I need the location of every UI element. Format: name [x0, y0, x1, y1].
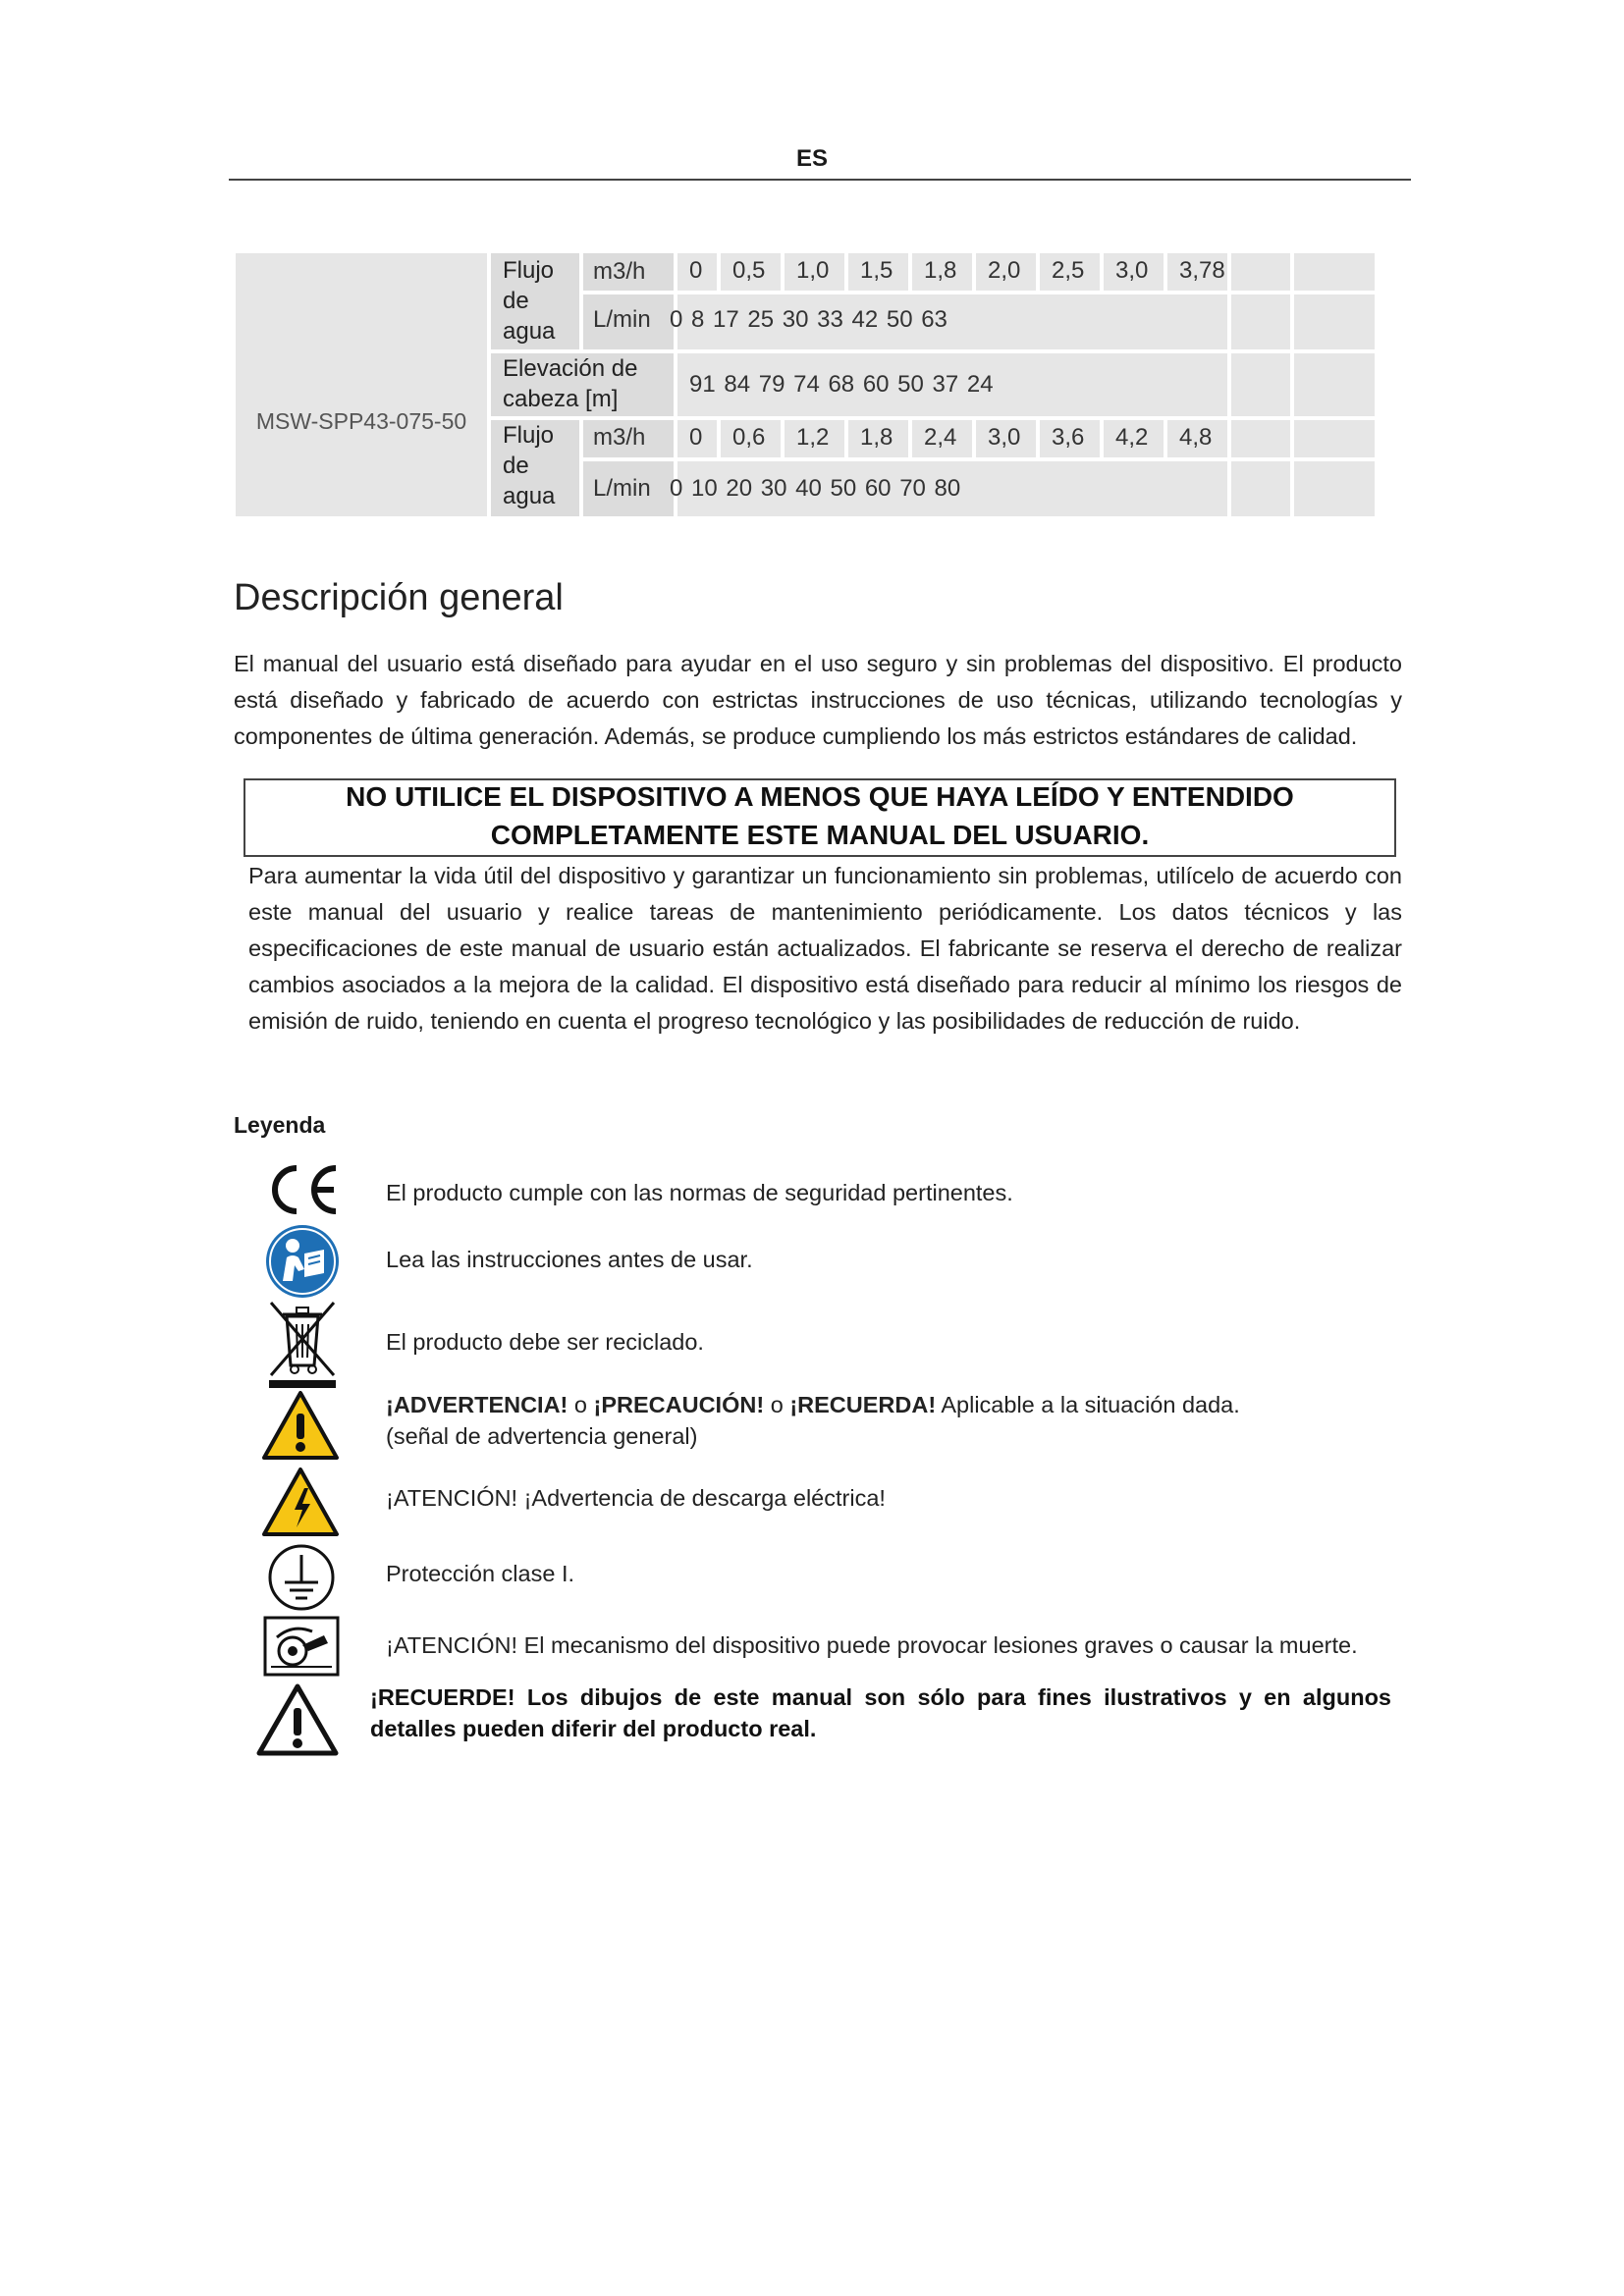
spec-table [236, 253, 1375, 516]
legend-electric-text: ¡ATENCIÓN! ¡Advertencia de descarga eléctrica! [386, 1485, 886, 1511]
legend-note: ¡RECUERDE! Los dibujos de este manual son sólo para fines ilustrativos y en algunos detalles pueden diferir del producto real. [370, 1684, 1391, 1741]
model-cell [236, 349, 487, 516]
warning-line-1: NO UTILICE EL DISPOSITIVO A MENOS QUE HAYA LEÍDO Y ENTENDIDO [346, 781, 1294, 812]
m3h-row3-value: 0,6 [732, 424, 766, 451]
m3h-row3-cell [1167, 420, 1227, 457]
flow-label-1: Flujo de agua [491, 253, 579, 349]
empty-cell [1231, 353, 1290, 416]
m3h-row1-cell [677, 253, 717, 291]
unit-m3h-2: m3/h [583, 420, 674, 457]
unit-lmin-2: L/min [583, 461, 674, 516]
lmin-values-1: 0 8 17 25 30 33 42 50 63 [670, 306, 947, 333]
usage-paragraph: Para aumentar la vida útil del dispositivo y garantizar un funcionamiento sin problemas, utilícelo de acuerdo con este manual del usuario y realice tareas de mantenimiento periódicamente. Los datos técnicos y las especificaciones de este manual de usuario están actualizados. El fabricante se reserva el derecho de realizar cambios asociados a la mejora de la calidad. El dispositivo está diseñado para reducir al mínimo los riesgos de emisión de ruido, teniendo en cuenta el progreso tecnológico y las posibilidades de reducción de ruido. [248, 863, 1402, 1034]
m3h-row3-cell [848, 420, 908, 457]
legend-mechanism-text: ¡ATENCIÓN! El mecanismo del dispositivo puede provocar lesiones graves o causar la muerte. [386, 1632, 1358, 1658]
model-name: MSW-SPP43-075-50 [255, 407, 467, 434]
m3h-row3-value: 0 [689, 424, 703, 451]
legend-warning-text: ¡ADVERTENCIA! o ¡PRECAUCIÓN! o ¡RECUERDA! Aplicable a la situación dada. [386, 1392, 1240, 1417]
lmin-values-2: 0 10 20 30 40 50 60 70 80 [670, 475, 961, 502]
m3h-row1-cell [1104, 253, 1164, 291]
m3h-row3-value: 3,0 [988, 424, 1021, 451]
m3h-row3-value: 1,2 [796, 424, 830, 451]
warning-line-2: COMPLETAMENTE ESTE MANUAL DEL USUARIO. [490, 820, 1150, 850]
read-manual-icon [265, 1224, 340, 1299]
empty-cell [1294, 353, 1375, 416]
legend-title: Leyenda [234, 1112, 326, 1138]
head-values-cell [677, 353, 1227, 416]
m3h-row1-value: 3,78 [1179, 257, 1225, 284]
head-label: Elevación de cabeza [m] [491, 353, 674, 416]
m3h-row1-value: 0 [689, 257, 703, 284]
unit-lmin-1: L/min [583, 294, 674, 349]
legend-class1-text: Protección clase I. [386, 1561, 575, 1586]
m3h-row1-cell [976, 253, 1036, 291]
m3h-row3-value: 1,8 [860, 424, 893, 451]
empty-cell [1231, 461, 1290, 516]
m3h-row3-value: 4,8 [1179, 424, 1213, 451]
m3h-row3-cell [1104, 420, 1164, 457]
head-values: 91 84 79 74 68 60 50 37 24 [689, 371, 994, 398]
legend-recycle-text: El producto debe ser reciclado. [386, 1329, 704, 1355]
m3h-row3-cell [721, 420, 781, 457]
m3h-row3-cell [1040, 420, 1100, 457]
m3h-row1-cell [721, 253, 781, 291]
ce-mark-icon [267, 1162, 342, 1217]
m3h-row3-value: 3,6 [1052, 424, 1085, 451]
m3h-row1-cell [912, 253, 972, 291]
m3h-row1-value: 2,5 [1052, 257, 1085, 284]
unit-m3h-1: m3/h [583, 253, 674, 291]
m3h-row3-value: 2,4 [924, 424, 957, 451]
m3h-row1-cell [848, 253, 908, 291]
header-rule [229, 179, 1411, 181]
model-cell-top [236, 253, 487, 349]
m3h-row1-cell [1167, 253, 1227, 291]
m3h-row3-cell [785, 420, 844, 457]
m3h-row3-cell [1231, 420, 1290, 457]
intro-paragraph: El manual del usuario está diseñado para ayudar en el uso seguro y sin problemas del dispositivo. El producto está diseñado y fabricado de acuerdo con estrictas instrucciones de uso técnicas, utilizando tecnologías y componentes de última generación. Además, se produce cumpliendo los más estrictos estándares de calidad. [234, 651, 1402, 749]
language-code: ES [795, 145, 828, 172]
m3h-row1-value: 3,0 [1115, 257, 1149, 284]
rotating-mechanism-icon [263, 1616, 340, 1677]
empty-cell [1294, 461, 1375, 516]
legend-ce-text: El producto cumple con las normas de seguridad pertinentes. [386, 1180, 1013, 1205]
m3h-row1-value: 0,5 [732, 257, 766, 284]
m3h-row1-cell [1040, 253, 1100, 291]
lmin-values-2-cell [670, 461, 1227, 516]
m3h-row1-value: 2,0 [988, 257, 1021, 284]
m3h-row3-cell [1294, 420, 1375, 457]
general-warning-icon [261, 1390, 340, 1461]
earth-ground-icon [267, 1543, 336, 1612]
empty-cell [1231, 294, 1290, 349]
flow-label-2: Flujo de agua [491, 420, 579, 516]
m3h-row1-value: 1,0 [796, 257, 830, 284]
m3h-row1-cell [1231, 253, 1290, 291]
m3h-row1-cell [1294, 253, 1375, 291]
crossed-bin-icon [265, 1301, 340, 1389]
empty-cell [1294, 294, 1375, 349]
m3h-row1-value: 1,5 [860, 257, 893, 284]
electric-shock-icon [261, 1467, 340, 1537]
m3h-row1-value: 1,8 [924, 257, 957, 284]
lmin-values-1-cell [670, 294, 1227, 349]
m3h-row1-cell [785, 253, 844, 291]
legend-warning-subtext: (señal de advertencia general) [386, 1423, 698, 1449]
m3h-row3-cell [976, 420, 1036, 457]
m3h-row3-cell [912, 420, 972, 457]
legend-manual-text: Lea las instrucciones antes de usar. [386, 1247, 753, 1272]
section-title: Descripción general [234, 577, 564, 618]
caution-icon [255, 1682, 340, 1757]
m3h-row3-value: 4,2 [1115, 424, 1149, 451]
m3h-row3-cell [677, 420, 717, 457]
